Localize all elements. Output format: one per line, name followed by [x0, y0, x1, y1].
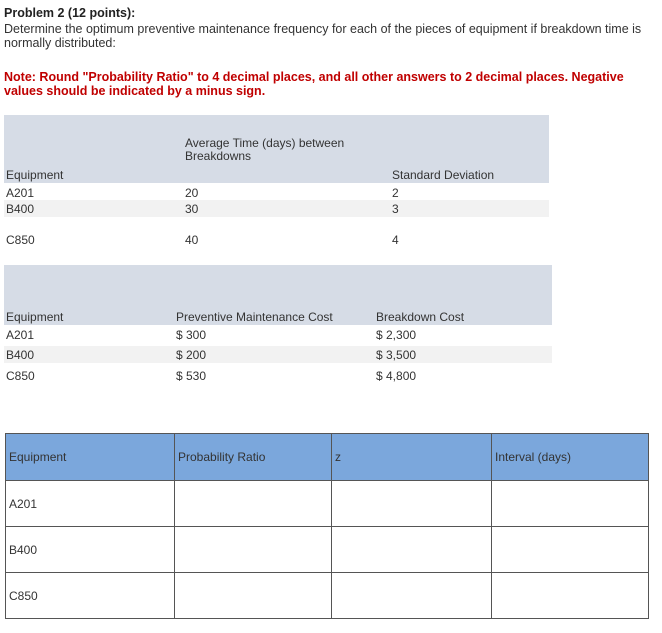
answer-table: [5, 433, 649, 619]
table1-cell-std-dev: 4: [392, 233, 399, 247]
answer-row: [6, 481, 649, 527]
z-input[interactable]: [332, 573, 492, 619]
answer-equipment-label: B400: [9, 542, 38, 557]
table1-cell-equipment: A201: [6, 186, 35, 200]
answer-row: [6, 573, 649, 619]
table2-header-equipment: Equipment: [6, 310, 64, 324]
probability-ratio-value[interactable]: [175, 573, 331, 618]
probability-ratio-input[interactable]: [175, 481, 332, 527]
answer-header-interval: [492, 434, 649, 481]
problem-description: Determine the optimum preventive maintenance frequency for each of the pieces of equipment if breakdown time is normally distributed:: [4, 22, 642, 50]
table1-cell-equipment: C850: [6, 233, 35, 247]
answer-header-z-label: z: [335, 450, 341, 464]
table1-cell-avg-time: 30: [185, 202, 199, 216]
table1-header-equipment: Equipment: [6, 168, 64, 182]
answer-equipment-label: A201: [9, 496, 38, 511]
interval-input[interactable]: [492, 527, 649, 573]
answer-header-probability-ratio: [175, 434, 332, 481]
table1-cell-equipment: B400: [6, 202, 35, 216]
table2-cell-equipment: B400: [6, 348, 35, 362]
z-input[interactable]: [332, 527, 492, 573]
table2-cell-breakdown-cost: $ 2,300: [376, 328, 417, 342]
answer-row: [6, 527, 649, 573]
table2-cell-pm-cost: $ 530: [176, 369, 207, 383]
table2-cell-equipment: C850: [6, 369, 35, 383]
table2-cell-breakdown-cost: $ 4,800: [376, 369, 417, 383]
table2-cell-equipment: A201: [6, 328, 35, 342]
table1-cell-avg-time: 20: [185, 186, 199, 200]
interval-input[interactable]: [492, 481, 649, 527]
z-value[interactable]: [332, 573, 491, 618]
rounding-note: Note: Round "Probability Ratio" to 4 decimal places, and all other answers to 2 decimal places. Negative values should be indicated by a minus sign.: [4, 70, 624, 98]
answer-equipment-cell: [6, 527, 175, 573]
table2-header-breakdown-cost: Breakdown Cost: [376, 310, 465, 324]
answer-equipment-cell: [6, 481, 175, 527]
answer-header-equipment-label: Equipment: [9, 450, 67, 464]
table2-cell-pm-cost: $ 300: [176, 328, 207, 342]
answer-header-equipment: [6, 434, 175, 481]
z-value[interactable]: [332, 527, 491, 572]
table1-cell-std-dev: 2: [392, 186, 399, 200]
table2-row-stripe: [4, 346, 552, 363]
answer-header-probability-ratio-label: Probability Ratio: [178, 450, 266, 464]
z-value[interactable]: [332, 481, 491, 526]
table1-header-std-dev: Standard Deviation: [392, 168, 495, 182]
answer-equipment-label: C850: [9, 588, 38, 603]
table2-cell-breakdown-cost: $ 3,500: [376, 348, 417, 362]
probability-ratio-input[interactable]: [175, 573, 332, 619]
interval-value[interactable]: [492, 481, 648, 526]
probability-ratio-input[interactable]: [175, 527, 332, 573]
table1-row-stripe: [4, 200, 549, 217]
problem-title: Problem 2 (12 points):: [4, 6, 136, 20]
interval-value[interactable]: [492, 527, 648, 572]
answer-header-interval-label: Interval (days): [495, 450, 572, 464]
table2-cell-pm-cost: $ 200: [176, 348, 207, 362]
table1-cell-avg-time: 40: [185, 233, 199, 247]
table1-cell-std-dev: 3: [392, 202, 399, 216]
interval-input[interactable]: [492, 573, 649, 619]
answer-header-z: [332, 434, 492, 481]
answer-header-row: [6, 434, 649, 481]
z-input[interactable]: [332, 481, 492, 527]
interval-value[interactable]: [492, 573, 648, 618]
probability-ratio-value[interactable]: [175, 481, 331, 526]
probability-ratio-value[interactable]: [175, 527, 331, 572]
table1-header-avg-time: Average Time (days) between Breakdowns: [185, 136, 345, 163]
table2-header-pm-cost: Preventive Maintenance Cost: [176, 310, 333, 324]
answer-equipment-cell: [6, 573, 175, 619]
